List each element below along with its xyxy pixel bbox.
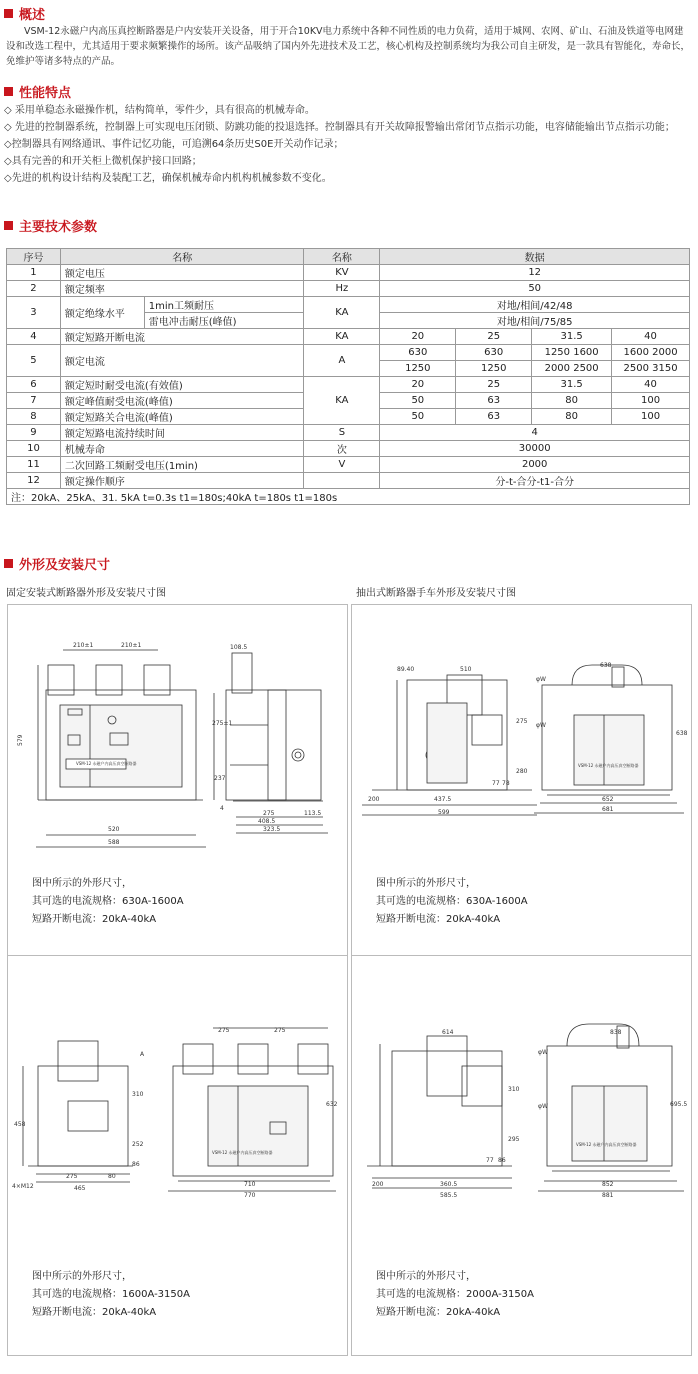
svg-text:VSM-12 永磁户内高压真空断路器: VSM-12 永磁户内高压真空断路器 xyxy=(212,1150,273,1155)
svg-text:408.5: 408.5 xyxy=(258,818,276,825)
svg-text:465: 465 xyxy=(74,1185,86,1192)
svg-text:310: 310 xyxy=(508,1086,520,1093)
dims-title: 外形及安装尺寸 xyxy=(4,554,110,572)
svg-text:852: 852 xyxy=(602,1181,614,1188)
svg-text:770: 770 xyxy=(244,1192,256,1199)
svg-text:4×M12: 4×M12 xyxy=(12,1183,34,1190)
svg-text:200: 200 xyxy=(368,796,380,803)
section-square-icon xyxy=(4,559,13,568)
section-square-icon xyxy=(4,87,13,96)
panel-note: 图中所示的外形尺寸， 其可选的电流规格：1600A-3150A 短路开断电流：20kA-40kA xyxy=(32,1271,190,1318)
table-row: 9 额定短路电流持续时间 S 4 xyxy=(7,425,690,441)
features-list xyxy=(4,102,692,187)
svg-text:φW: φW xyxy=(538,1103,548,1110)
panel-note: 图中所示的外形尺寸， 其可选的电流规格：2000A-3150A 短路开断电流：20kA-40kA xyxy=(376,1271,534,1318)
svg-text:585.5: 585.5 xyxy=(440,1192,458,1199)
right-heading: 抽出式断路器手车外形及安装尺寸图 xyxy=(356,588,516,599)
svg-text:710: 710 xyxy=(244,1181,256,1188)
panel-note: 图中所示的外形尺寸， 其可选的电流规格：630A-1600A 短路开断电流：20kA-40kA xyxy=(32,878,184,925)
table-row: 1 额定电压 KV 12 xyxy=(7,265,690,281)
svg-text:638: 638 xyxy=(600,662,612,669)
svg-text:200: 200 xyxy=(372,1181,384,1188)
drawing-panel-fixed-2 xyxy=(7,955,348,1356)
svg-text:275: 275 xyxy=(263,810,275,817)
table-row: 1250 1250 2000 2500 2500 3150 xyxy=(7,361,690,377)
feature-item: ◇具有完善的和开关柜上微机保护接口回路； xyxy=(4,156,202,167)
drawing-panel-withdrawable-2 xyxy=(351,955,692,1356)
table-footnote-row: 注：20kA、25kA、31. 5kA t=0.3s t1=180s;40kA t=180s t1=180s xyxy=(7,489,690,505)
svg-text:510: 510 xyxy=(460,666,472,673)
drawing-panel-fixed-1 xyxy=(7,604,348,956)
svg-text:599: 599 xyxy=(438,809,450,816)
features-title: 性能特点 xyxy=(4,82,71,100)
svg-text:VSM-12 永磁户内高压真空断路器: VSM-12 永磁户内高压真空断路器 xyxy=(576,1142,637,1147)
params-title: 主要技术参数 xyxy=(4,216,97,234)
table-row: 12 额定操作顺序 分-t-合分-t1-合分 xyxy=(7,473,690,489)
svg-text:77: 77 xyxy=(492,780,500,787)
svg-text:632: 632 xyxy=(326,1101,338,1108)
svg-text:φW: φW xyxy=(536,722,546,729)
svg-text:275: 275 xyxy=(218,1027,230,1034)
svg-text:φW: φW xyxy=(536,676,546,683)
svg-text:588: 588 xyxy=(108,839,120,846)
table-row: 6 额定短时耐受电流(有效值) KA 20 25 31.5 40 xyxy=(7,377,690,393)
table-row: 5 额定电流 A 630 630 1250 1600 1600 2000 xyxy=(7,345,690,361)
overview-text: VSM-12永磁户内高压真控断路器是户内安装开关设备，用于开合10KV电力系统中各种不同性质的电力负荷，适用于城网、农网、矿山、石油及铁道等电网建设和改选工程中，尤其适用于要求频繁操作的场所。该产品吸纳了国内外先进技术及工艺，核心机构及控制系统均为我公司自主研发，是一款具有智能化，寿命长，免维护等诸多特点的产品。 xyxy=(6,26,691,67)
table-row: 10 机械寿命 次 30000 xyxy=(7,441,690,457)
svg-text:275: 275 xyxy=(274,1027,286,1034)
svg-text:638: 638 xyxy=(676,730,688,737)
section-square-icon xyxy=(4,9,13,18)
svg-text:113.5: 113.5 xyxy=(304,810,322,817)
svg-text:VSM-12 永磁户内高压真空断路器: VSM-12 永磁户内高压真空断路器 xyxy=(76,761,137,766)
feature-item: ◇控制器具有网络通讯、事件记忆功能，可追溯64条历史S0E开关动作记录； xyxy=(4,139,344,150)
svg-text:275: 275 xyxy=(66,1173,78,1180)
table-row: 3 额定绝缘水平 1min工频耐压 KA 对地/相间/42/48 xyxy=(7,297,690,313)
svg-text:275±1: 275±1 xyxy=(212,720,233,727)
svg-text:310: 310 xyxy=(132,1091,144,1098)
svg-text:838: 838 xyxy=(610,1029,622,1036)
svg-text:360.5: 360.5 xyxy=(440,1181,458,1188)
svg-text:579: 579 xyxy=(17,734,24,746)
table-header: 序号 名称 名称 数据 xyxy=(7,249,690,265)
drawing-panel-withdrawable-1 xyxy=(351,604,692,956)
table-row: 4 额定短路开断电流 KA 20 25 31.5 40 xyxy=(7,329,690,345)
section-square-icon xyxy=(4,221,13,230)
svg-text:652: 652 xyxy=(602,796,614,803)
svg-text:210±1: 210±1 xyxy=(121,642,142,649)
panel-note: 图中所示的外形尺寸， 其可选的电流规格：630A-1600A 短路开断电流：20kA-40kA xyxy=(376,878,528,925)
svg-text:237: 237 xyxy=(214,775,226,782)
svg-text:A: A xyxy=(140,1051,145,1058)
svg-text:108.5: 108.5 xyxy=(230,644,248,651)
svg-text:520: 520 xyxy=(108,826,120,833)
table-row: 雷电冲击耐压(峰值) 对地/相间/75/85 xyxy=(7,313,690,329)
svg-text:614: 614 xyxy=(442,1029,454,1036)
svg-text:φW: φW xyxy=(538,1049,548,1056)
svg-text:VSM-12 永磁户内高压真空断路器: VSM-12 永磁户内高压真空断路器 xyxy=(578,763,639,768)
svg-text:80: 80 xyxy=(108,1173,116,1180)
svg-text:695.5: 695.5 xyxy=(670,1101,688,1108)
svg-text:210±1: 210±1 xyxy=(73,642,94,649)
svg-text:275: 275 xyxy=(516,718,528,725)
svg-text:280: 280 xyxy=(516,768,528,775)
svg-text:77: 77 xyxy=(486,1157,494,1164)
svg-text:78: 78 xyxy=(502,780,510,787)
svg-text:323.5: 323.5 xyxy=(263,826,281,833)
left-heading: 固定安装式断路器外形及安装尺寸图 xyxy=(6,588,166,599)
feature-item: ◇先进的机构设计结构及装配工艺，确保机械寿命内机构机械参数不变化。 xyxy=(4,173,332,184)
svg-text:89.40: 89.40 xyxy=(397,666,415,673)
svg-text:252: 252 xyxy=(132,1141,144,1148)
svg-text:437.5: 437.5 xyxy=(434,796,452,803)
table-row: 2 额定频率 Hz 50 xyxy=(7,281,690,297)
svg-text:4: 4 xyxy=(220,805,224,812)
svg-text:86: 86 xyxy=(132,1161,140,1168)
table-row: 8 额定短路关合电流(峰值) 50 63 80 100 xyxy=(7,409,690,425)
feature-item: ◇ 采用单稳态永磁操作机，结构简单，零件少，具有很高的机械寿命。 xyxy=(4,105,315,116)
svg-text:86: 86 xyxy=(498,1157,506,1164)
svg-text:458: 458 xyxy=(14,1121,26,1128)
feature-item: ◇ 先进的控制器系统，控制器上可实现电压闭锁、防跳功能的投退选择。控制器具有开关故障报警输出常闭节点指示功能，电容储能输出节点指示功能； xyxy=(4,122,675,133)
overview-title: 概述 xyxy=(4,4,45,22)
svg-text:881: 881 xyxy=(602,1192,614,1199)
svg-text:681: 681 xyxy=(602,806,614,813)
table-row: 11 二次回路工频耐受电压(1min) V 2000 xyxy=(7,457,690,473)
spec-table xyxy=(6,248,690,505)
svg-text:295: 295 xyxy=(508,1136,520,1143)
table-row: 7 额定峰值耐受电流(峰值) 50 63 80 100 xyxy=(7,393,690,409)
